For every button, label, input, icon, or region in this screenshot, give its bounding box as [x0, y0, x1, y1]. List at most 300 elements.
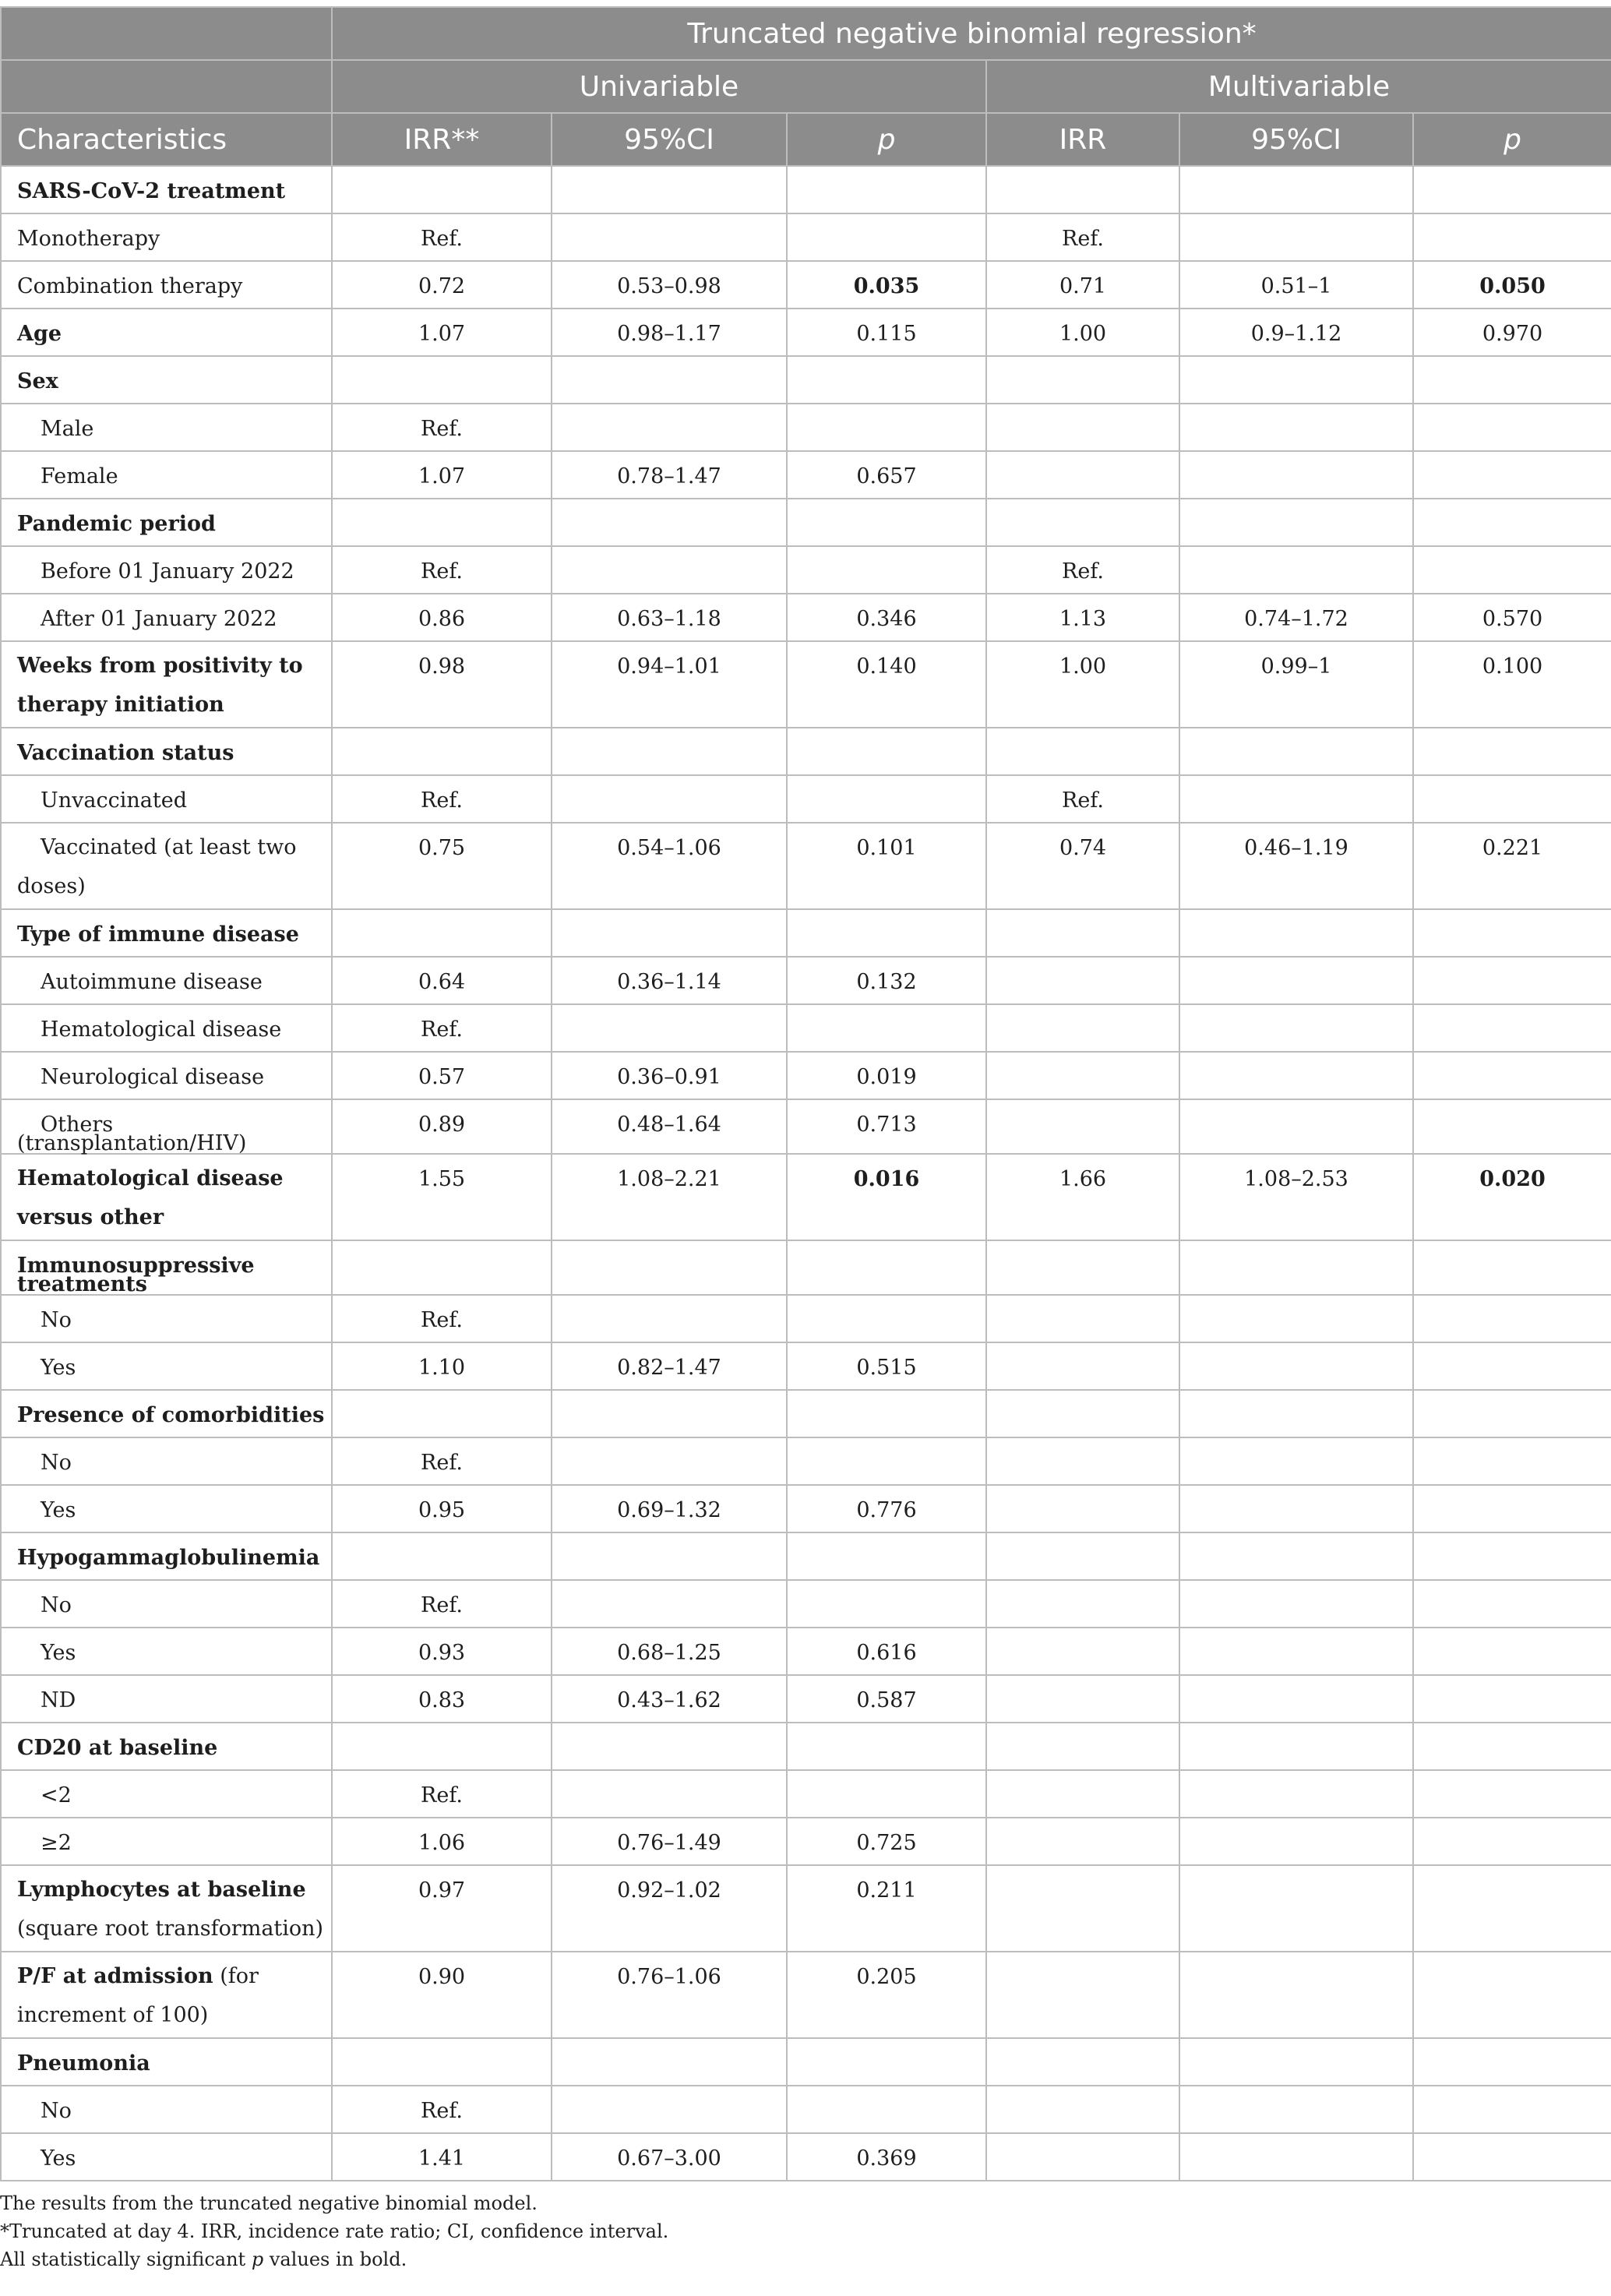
cell-ci-univariable — [552, 1390, 787, 1437]
cell-p-univariable: 0.101 — [787, 823, 986, 909]
table-row — [1, 261, 1611, 309]
cell-irr-univariable — [332, 1532, 552, 1580]
cell-p-univariable: 0.776 — [787, 1485, 986, 1532]
cell-ci-univariable — [552, 1437, 787, 1485]
cell-ci-multivariable — [1179, 1770, 1413, 1818]
cell-irr-multivariable: 1.00 — [986, 641, 1179, 728]
cell-irr-multivariable: 1.00 — [986, 309, 1179, 356]
cell-ci-univariable: 0.92–1.02 — [552, 1865, 787, 1952]
cell-ci-univariable: 0.68–1.25 — [552, 1628, 787, 1675]
cell-irr-univariable: 0.83 — [332, 1675, 552, 1723]
header-univariable: Univariable — [332, 60, 986, 113]
table-row — [1, 1818, 1611, 1865]
row-label-cell — [1, 594, 332, 641]
cell-ci-multivariable — [1179, 1818, 1413, 1865]
cell-irr-univariable: 1.41 — [332, 2133, 552, 2181]
row-label-cell — [1, 356, 332, 404]
cell-ci-multivariable: 0.99–1 — [1179, 641, 1413, 728]
cell-ci-univariable — [552, 213, 787, 261]
table-body — [1, 166, 1611, 2181]
table-row — [1, 594, 1611, 641]
cell-irr-univariable: Ref. — [332, 546, 552, 594]
table-row — [1, 1154, 1611, 1240]
cell-irr-univariable: 1.06 — [332, 1818, 552, 1865]
cell-ci-multivariable — [1179, 1437, 1413, 1485]
cell-p-multivariable: 0.100 — [1413, 641, 1611, 728]
row-label-cell — [1, 1675, 332, 1723]
table-row — [1, 166, 1611, 213]
row-label-cell — [1, 1723, 332, 1770]
cell-irr-univariable — [332, 909, 552, 957]
cell-p-univariable — [787, 1723, 986, 1770]
cell-irr-univariable — [332, 728, 552, 775]
cell-irr-univariable: Ref. — [332, 1004, 552, 1052]
cell-p-multivariable — [1413, 1675, 1611, 1723]
header-p-univariable: p — [787, 113, 986, 166]
cell-p-univariable: 0.035 — [787, 261, 986, 309]
cell-irr-multivariable — [986, 356, 1179, 404]
cell-p-univariable: 0.369 — [787, 2133, 986, 2181]
cell-p-univariable: 0.140 — [787, 641, 986, 728]
row-label-cell — [1, 1952, 332, 2038]
cell-irr-multivariable — [986, 404, 1179, 451]
row-label: After 01 January 2022 — [41, 607, 277, 631]
row-label: Type of immune disease — [17, 922, 299, 947]
cell-irr-multivariable: 1.66 — [986, 1154, 1179, 1240]
row-label-cell — [1, 1390, 332, 1437]
row-label-cell — [1, 1004, 332, 1052]
cell-irr-multivariable — [986, 166, 1179, 213]
row-label: ND — [41, 1688, 76, 1712]
cell-irr-multivariable — [986, 2133, 1179, 2181]
header-corner-cell — [1, 7, 332, 60]
cell-ci-multivariable — [1179, 1723, 1413, 1770]
cell-irr-multivariable — [986, 1723, 1179, 1770]
cell-ci-univariable: 0.54–1.06 — [552, 823, 787, 909]
row-label-cell — [1, 2086, 332, 2133]
table-row — [1, 1485, 1611, 1532]
cell-irr-multivariable — [986, 728, 1179, 775]
cell-p-univariable: 0.587 — [787, 1675, 986, 1723]
cell-ci-multivariable — [1179, 2038, 1413, 2086]
cell-ci-univariable: 0.63–1.18 — [552, 594, 787, 641]
cell-ci-multivariable — [1179, 1004, 1413, 1052]
header-corner-cell — [1, 60, 332, 113]
footnote-significance — [0, 2245, 1611, 2273]
cell-p-univariable — [787, 2086, 986, 2133]
row-label-cell — [1, 1099, 332, 1154]
row-label-cell — [1, 1437, 332, 1485]
cell-ci-multivariable — [1179, 546, 1413, 594]
row-label-cell — [1, 451, 332, 499]
cell-irr-multivariable — [986, 1342, 1179, 1390]
header-title: Truncated negative binomial regression* — [332, 7, 1611, 60]
cell-ci-univariable — [552, 546, 787, 594]
cell-ci-multivariable — [1179, 1952, 1413, 2038]
cell-irr-multivariable — [986, 2086, 1179, 2133]
cell-ci-multivariable — [1179, 1675, 1413, 1723]
row-label: No — [41, 2099, 72, 2123]
row-label: Yes — [41, 1641, 76, 1665]
cell-irr-univariable: Ref. — [332, 213, 552, 261]
cell-p-multivariable — [1413, 1342, 1611, 1390]
row-label: Neurological disease — [41, 1065, 265, 1089]
cell-irr-univariable — [332, 2038, 552, 2086]
cell-ci-univariable — [552, 404, 787, 451]
cell-irr-univariable: 1.07 — [332, 451, 552, 499]
row-label: Monotherapy — [17, 227, 160, 251]
cell-p-univariable — [787, 1390, 986, 1437]
cell-irr-multivariable — [986, 1390, 1179, 1437]
table-row — [1, 1295, 1611, 1342]
cell-irr-univariable: Ref. — [332, 775, 552, 823]
cell-p-multivariable — [1413, 775, 1611, 823]
cell-p-univariable: 0.132 — [787, 957, 986, 1004]
cell-p-multivariable — [1413, 1770, 1611, 1818]
cell-irr-univariable — [332, 1723, 552, 1770]
cell-ci-univariable: 0.48–1.64 — [552, 1099, 787, 1154]
row-label: Male — [41, 417, 94, 441]
cell-ci-univariable: 0.98–1.17 — [552, 309, 787, 356]
cell-ci-multivariable — [1179, 1390, 1413, 1437]
row-label-cell — [1, 641, 332, 728]
row-label-cell — [1, 823, 332, 909]
header-ci-multivariable: 95%CI — [1179, 113, 1413, 166]
row-label: Pandemic period — [17, 512, 216, 536]
cell-p-univariable: 0.346 — [787, 594, 986, 641]
cell-p-multivariable — [1413, 1240, 1611, 1295]
cell-ci-multivariable — [1179, 728, 1413, 775]
table-row — [1, 775, 1611, 823]
cell-p-multivariable — [1413, 1485, 1611, 1532]
cell-ci-multivariable — [1179, 1865, 1413, 1952]
row-label-cell — [1, 546, 332, 594]
table-row — [1, 451, 1611, 499]
row-label: ≥2 — [41, 1831, 72, 1855]
row-label: Yes — [41, 1356, 76, 1380]
row-label: Unvaccinated — [41, 788, 187, 813]
cell-ci-univariable: 0.78–1.47 — [552, 451, 787, 499]
row-label-cell — [1, 404, 332, 451]
cell-p-univariable: 0.616 — [787, 1628, 986, 1675]
row-label-cell — [1, 1052, 332, 1099]
cell-irr-univariable: 0.89 — [332, 1099, 552, 1154]
cell-p-univariable — [787, 1004, 986, 1052]
cell-ci-univariable — [552, 909, 787, 957]
cell-p-multivariable — [1413, 2038, 1611, 2086]
cell-irr-multivariable — [986, 1240, 1179, 1295]
cell-irr-univariable: 0.95 — [332, 1485, 552, 1532]
cell-p-univariable: 0.115 — [787, 309, 986, 356]
cell-p-univariable — [787, 728, 986, 775]
cell-irr-univariable: 1.55 — [332, 1154, 552, 1240]
cell-irr-univariable — [332, 1240, 552, 1295]
row-label: P/F at admission — [17, 1964, 213, 1988]
table-row — [1, 728, 1611, 775]
footnote-model: The results from the truncated negative binomial model. — [0, 2192, 538, 2214]
row-label: Lymphocytes at baseline — [17, 1878, 306, 1902]
row-label: Hematological disease — [41, 1018, 282, 1042]
cell-ci-univariable — [552, 2086, 787, 2133]
row-label: Autoimmune disease — [41, 970, 263, 994]
row-label: Before 01 January 2022 — [41, 559, 294, 584]
cell-p-multivariable — [1413, 451, 1611, 499]
row-label-cell — [1, 775, 332, 823]
cell-irr-univariable: 0.72 — [332, 261, 552, 309]
row-label-cell — [1, 1628, 332, 1675]
header-multivariable: Multivariable — [986, 60, 1611, 113]
cell-p-univariable — [787, 1295, 986, 1342]
row-label: Vaccination status — [17, 741, 234, 765]
table-row — [1, 823, 1611, 909]
cell-irr-univariable — [332, 499, 552, 546]
cell-p-univariable — [787, 1437, 986, 1485]
cell-ci-multivariable — [1179, 1240, 1413, 1295]
table-row — [1, 1580, 1611, 1628]
cell-p-multivariable — [1413, 728, 1611, 775]
cell-ci-multivariable — [1179, 451, 1413, 499]
row-label-cell — [1, 1295, 332, 1342]
cell-ci-multivariable — [1179, 1342, 1413, 1390]
cell-irr-multivariable: 0.71 — [986, 261, 1179, 309]
cell-p-multivariable — [1413, 1437, 1611, 1485]
table-row — [1, 1723, 1611, 1770]
cell-p-univariable: 0.205 — [787, 1952, 986, 2038]
cell-ci-univariable: 0.36–1.14 — [552, 957, 787, 1004]
cell-ci-multivariable — [1179, 166, 1413, 213]
table-row — [1, 213, 1611, 261]
row-label: Yes — [41, 1498, 76, 1522]
footnote-abbreviations: *Truncated at day 4. IRR, incidence rate ratio; CI, confidence interval. — [0, 2220, 669, 2242]
table-row — [1, 1437, 1611, 1485]
row-label-cell — [1, 213, 332, 261]
row-label: Vaccinated (at least two doses) — [17, 835, 297, 898]
cell-p-univariable — [787, 1532, 986, 1580]
row-label: Hematological disease versus other — [17, 1166, 284, 1229]
cell-p-univariable — [787, 775, 986, 823]
row-label: Presence of comorbidities — [17, 1403, 325, 1427]
row-label: Immunosuppressive treatments — [17, 1254, 255, 1296]
cell-irr-univariable — [332, 166, 552, 213]
cell-irr-univariable: Ref. — [332, 2086, 552, 2133]
cell-p-multivariable — [1413, 356, 1611, 404]
cell-irr-univariable: 0.98 — [332, 641, 552, 728]
cell-ci-multivariable — [1179, 1628, 1413, 1675]
cell-p-univariable — [787, 2038, 986, 2086]
table-row — [1, 1865, 1611, 1952]
cell-p-multivariable — [1413, 1052, 1611, 1099]
row-label: Weeks from positivity to therapy initiation — [17, 654, 303, 717]
cell-irr-multivariable — [986, 451, 1179, 499]
table-row — [1, 1675, 1611, 1723]
cell-ci-univariable: 1.08–2.21 — [552, 1154, 787, 1240]
row-label-cell — [1, 2133, 332, 2181]
row-label-cell — [1, 1770, 332, 1818]
table-row — [1, 1240, 1611, 1295]
cell-p-multivariable — [1413, 1952, 1611, 2038]
table-footnotes — [0, 2189, 1611, 2273]
cell-irr-univariable: Ref. — [332, 1580, 552, 1628]
header-ci-univariable: 95%CI — [552, 113, 787, 166]
cell-irr-multivariable — [986, 1818, 1179, 1865]
cell-p-multivariable — [1413, 1865, 1611, 1952]
row-label-cell — [1, 2038, 332, 2086]
cell-p-multivariable — [1413, 1723, 1611, 1770]
cell-p-univariable — [787, 404, 986, 451]
cell-p-multivariable — [1413, 499, 1611, 546]
table-row — [1, 309, 1611, 356]
cell-ci-multivariable: 1.08–2.53 — [1179, 1154, 1413, 1240]
table-row — [1, 957, 1611, 1004]
cell-irr-multivariable — [986, 1485, 1179, 1532]
cell-ci-multivariable — [1179, 1052, 1413, 1099]
row-label-suffix: (square root transformation) — [17, 1917, 324, 1941]
cell-p-multivariable — [1413, 166, 1611, 213]
cell-irr-multivariable — [986, 1052, 1179, 1099]
table-row — [1, 546, 1611, 594]
row-label: Age — [17, 322, 62, 346]
row-label-cell — [1, 957, 332, 1004]
table-row — [1, 404, 1611, 451]
cell-ci-multivariable — [1179, 1485, 1413, 1532]
table-row — [1, 1004, 1611, 1052]
cell-p-multivariable — [1413, 1628, 1611, 1675]
row-label-cell — [1, 909, 332, 957]
cell-irr-univariable — [332, 356, 552, 404]
cell-irr-multivariable: 0.74 — [986, 823, 1179, 909]
cell-irr-univariable: 0.64 — [332, 957, 552, 1004]
row-label: No — [41, 1593, 72, 1617]
row-label-cell — [1, 166, 332, 213]
cell-ci-multivariable — [1179, 775, 1413, 823]
cell-irr-univariable: 0.86 — [332, 594, 552, 641]
row-label: No — [41, 1451, 72, 1475]
cell-p-univariable — [787, 166, 986, 213]
cell-p-multivariable — [1413, 404, 1611, 451]
cell-irr-multivariable — [986, 1099, 1179, 1154]
cell-irr-univariable: Ref. — [332, 404, 552, 451]
cell-irr-univariable — [332, 1390, 552, 1437]
row-label: Yes — [41, 2146, 76, 2171]
cell-ci-multivariable: 0.9–1.12 — [1179, 309, 1413, 356]
cell-ci-univariable: 0.36–0.91 — [552, 1052, 787, 1099]
cell-p-univariable: 0.019 — [787, 1052, 986, 1099]
cell-p-multivariable — [1413, 2133, 1611, 2181]
table-header — [1, 7, 1611, 166]
cell-p-univariable: 0.713 — [787, 1099, 986, 1154]
cell-p-multivariable — [1413, 1004, 1611, 1052]
cell-irr-multivariable: Ref. — [986, 546, 1179, 594]
table-row — [1, 499, 1611, 546]
cell-p-multivariable — [1413, 2086, 1611, 2133]
cell-irr-multivariable — [986, 909, 1179, 957]
cell-irr-univariable: 0.97 — [332, 1865, 552, 1952]
header-irr-univariable: IRR** — [332, 113, 552, 166]
row-label: No — [41, 1308, 72, 1332]
cell-ci-multivariable — [1179, 356, 1413, 404]
cell-ci-multivariable — [1179, 499, 1413, 546]
row-label: Combination therapy — [17, 274, 243, 298]
cell-ci-multivariable: 0.51–1 — [1179, 261, 1413, 309]
cell-ci-univariable: 0.76–1.49 — [552, 1818, 787, 1865]
table-row — [1, 2133, 1611, 2181]
cell-irr-multivariable: Ref. — [986, 213, 1179, 261]
table-row — [1, 1342, 1611, 1390]
cell-p-multivariable — [1413, 1390, 1611, 1437]
row-label: <2 — [41, 1783, 72, 1808]
cell-irr-univariable: Ref. — [332, 1437, 552, 1485]
cell-ci-univariable — [552, 1295, 787, 1342]
row-label-cell — [1, 1342, 332, 1390]
cell-ci-univariable: 0.76–1.06 — [552, 1952, 787, 2038]
cell-ci-univariable — [552, 166, 787, 213]
row-label-cell — [1, 728, 332, 775]
cell-irr-univariable: 1.10 — [332, 1342, 552, 1390]
cell-irr-multivariable — [986, 1295, 1179, 1342]
cell-irr-univariable: 0.90 — [332, 1952, 552, 2038]
cell-p-univariable — [787, 1240, 986, 1295]
cell-p-multivariable: 0.020 — [1413, 1154, 1611, 1240]
row-label-cell — [1, 309, 332, 356]
row-label-cell — [1, 1532, 332, 1580]
cell-p-univariable: 0.016 — [787, 1154, 986, 1240]
table-row — [1, 1099, 1611, 1154]
cell-irr-multivariable — [986, 1532, 1179, 1580]
cell-irr-multivariable — [986, 1770, 1179, 1818]
table-row — [1, 356, 1611, 404]
cell-ci-univariable — [552, 499, 787, 546]
footnote-significance-pre: All statistically significant — [0, 2248, 252, 2270]
table-row — [1, 1770, 1611, 1818]
row-label: Sex — [17, 369, 58, 393]
cell-irr-univariable: Ref. — [332, 1295, 552, 1342]
row-label-cell — [1, 261, 332, 309]
cell-p-univariable: 0.515 — [787, 1342, 986, 1390]
cell-ci-univariable: 0.43–1.62 — [552, 1675, 787, 1723]
cell-ci-univariable — [552, 1770, 787, 1818]
cell-ci-multivariable — [1179, 957, 1413, 1004]
row-label-cell — [1, 1154, 332, 1240]
cell-p-multivariable — [1413, 1099, 1611, 1154]
cell-p-univariable: 0.725 — [787, 1818, 986, 1865]
cell-ci-multivariable — [1179, 1580, 1413, 1628]
cell-p-univariable — [787, 1580, 986, 1628]
cell-ci-multivariable — [1179, 909, 1413, 957]
cell-irr-multivariable — [986, 1675, 1179, 1723]
cell-p-univariable — [787, 1770, 986, 1818]
cell-p-multivariable: 0.570 — [1413, 594, 1611, 641]
regression-table-container — [0, 6, 1611, 2181]
cell-p-multivariable — [1413, 909, 1611, 957]
cell-irr-multivariable — [986, 1865, 1179, 1952]
row-label-cell — [1, 1485, 332, 1532]
regression-table — [0, 6, 1611, 2181]
table-row — [1, 2038, 1611, 2086]
cell-irr-univariable: Ref. — [332, 1770, 552, 1818]
cell-ci-univariable — [552, 1723, 787, 1770]
cell-ci-univariable — [552, 1532, 787, 1580]
row-label-cell — [1, 1865, 332, 1952]
cell-ci-multivariable — [1179, 2086, 1413, 2133]
cell-ci-univariable — [552, 728, 787, 775]
cell-p-univariable — [787, 356, 986, 404]
cell-ci-univariable: 0.94–1.01 — [552, 641, 787, 728]
cell-irr-multivariable — [986, 1952, 1179, 2038]
cell-p-univariable: 0.657 — [787, 451, 986, 499]
cell-ci-multivariable — [1179, 1099, 1413, 1154]
row-label-cell — [1, 1240, 332, 1295]
table-row — [1, 1532, 1611, 1580]
